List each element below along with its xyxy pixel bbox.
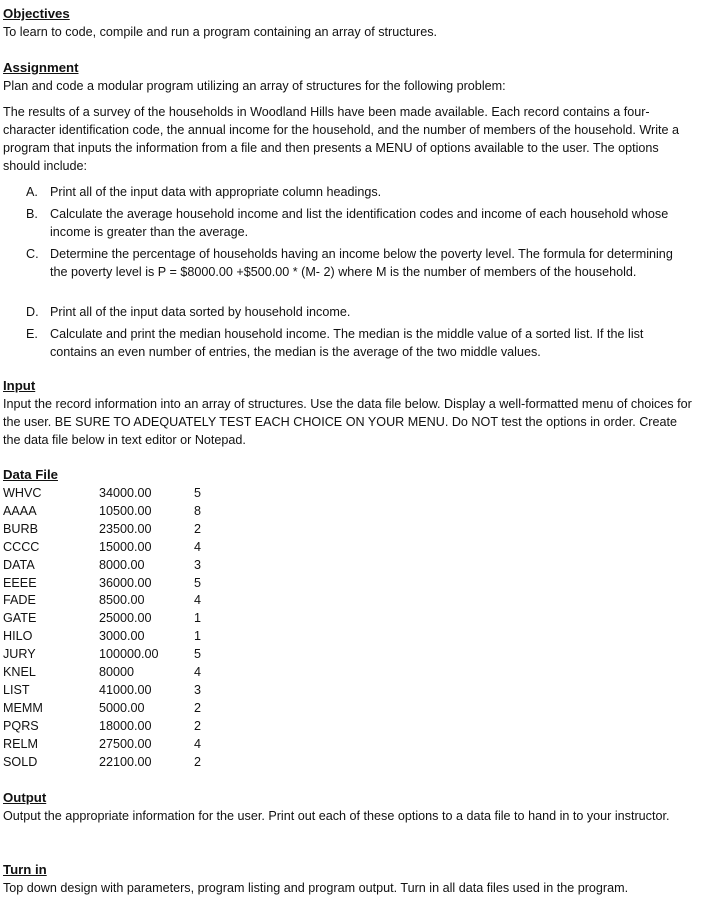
data-file-members: 5 xyxy=(194,647,202,662)
data-file-heading: Data File xyxy=(3,467,58,482)
output-text: Output the appropriate information for the user. Print out each of these options to a data file to hand in to your instructor. xyxy=(3,809,670,823)
assignment-body: The results of a survey of the households in Woodland Hills have been made available. Each record contains a four-character identification code, the annual income for the household, and the number of members of the household. Write a program that inputs the information from a file and then presents a MENU of options available to the user. The options should include: xyxy=(3,105,680,173)
data-file-income: 36000.00 xyxy=(99,575,152,590)
data-file-code: JURY xyxy=(3,647,36,662)
data-file-income: 25000.00 xyxy=(99,611,152,626)
data-file-code: AAAA xyxy=(3,503,37,518)
turn-in-text: Top down design with parameters, program listing and program output. Turn in all data files used in the program. xyxy=(3,881,629,895)
data-file-income: 15000.00 xyxy=(99,539,152,554)
data-file-code: KNEL xyxy=(3,665,36,679)
option-e xyxy=(26,325,686,361)
data-file-members: 4 xyxy=(194,736,202,751)
option-text: Print all of the input data sorted by household income. xyxy=(50,305,351,319)
data-file-members: 2 xyxy=(194,521,202,536)
data-file-members: 1 xyxy=(194,611,202,626)
data-file-code: GATE xyxy=(3,611,37,626)
data-file-members: 2 xyxy=(194,754,202,769)
turn-in-heading: Turn in xyxy=(3,862,47,877)
data-file-members: 5 xyxy=(194,575,202,590)
option-c xyxy=(26,245,686,281)
data-file-members: 1 xyxy=(194,629,202,644)
option-text: Calculate and print the median household income. The median is the middle value of a sorted list. If the list contains an even number of entries, the median is the average of the two middle values. xyxy=(50,327,644,359)
data-file-income: 27500.00 xyxy=(99,736,152,751)
option-b xyxy=(26,205,686,241)
data-file-income: 41000.00 xyxy=(99,682,152,697)
data-file-code: CCCC xyxy=(3,539,40,554)
data-file-members: 3 xyxy=(194,682,202,697)
objectives-heading: Objectives xyxy=(3,6,70,21)
data-file-code: WHVC xyxy=(3,486,42,500)
option-text: Calculate the average household income and list the identification codes and income of each household whose income is greater than the average. xyxy=(50,207,669,239)
data-file-income: 100000.00 xyxy=(99,647,159,662)
data-file-code: DATA xyxy=(3,557,35,572)
data-file-code: EEEE xyxy=(3,575,37,590)
data-file-code: HILO xyxy=(3,629,33,644)
data-file-income: 18000.00 xyxy=(99,718,152,733)
input-heading: Input xyxy=(3,378,36,393)
data-file-members: 3 xyxy=(194,557,202,572)
output-heading: Output xyxy=(3,790,47,805)
data-file-code: MEMM xyxy=(3,700,43,715)
option-letter: A. xyxy=(26,185,38,199)
option-a xyxy=(26,183,686,201)
data-file-code: PQRS xyxy=(3,718,39,733)
assignment-heading: Assignment xyxy=(3,60,79,75)
data-file-income: 80000 xyxy=(99,665,135,679)
data-file-members: 4 xyxy=(194,539,202,554)
data-file-members: 8 xyxy=(194,503,202,518)
data-file-code: LIST xyxy=(3,682,30,697)
option-letter: C. xyxy=(26,247,39,261)
option-letter: D. xyxy=(26,305,39,319)
data-file-members: 5 xyxy=(194,486,202,500)
option-text: Determine the percentage of households having an income below the poverty level. The formula for determining the poverty level is P = $8000.00 +$500.00 * (M- 2) where M is the number of members of the household. xyxy=(50,247,673,279)
option-letter: E. xyxy=(26,327,38,341)
data-file-income: 8500.00 xyxy=(99,593,145,608)
data-file-income: 23500.00 xyxy=(99,521,152,536)
data-file-code: SOLD xyxy=(3,754,38,769)
assignment-intro: Plan and code a modular program utilizing an array of structures for the following problem: xyxy=(3,79,506,93)
data-file-members: 2 xyxy=(194,700,202,715)
input-text: Input the record information into an array of structures. Use the data file below. Display a well-formatted menu of choices for the user. BE SURE TO ADEQUATELY TEST EACH CHOICE ON YOUR MENU. Do NOT test the options in order. Create the data file below in text editor or Notepad. xyxy=(3,397,692,447)
data-file-code: BURB xyxy=(3,521,38,536)
data-file-income: 8000.00 xyxy=(99,557,145,572)
data-file-members: 4 xyxy=(194,665,202,679)
option-d xyxy=(26,303,686,321)
data-file-code: RELM xyxy=(3,736,38,751)
option-letter: B. xyxy=(26,207,38,221)
data-file-income: 34000.00 xyxy=(99,486,152,500)
data-file-income: 22100.00 xyxy=(99,754,152,769)
data-file-income: 5000.00 xyxy=(99,700,145,715)
data-file-code: FADE xyxy=(3,593,36,608)
data-file-members: 2 xyxy=(194,718,202,733)
option-text: Print all of the input data with appropriate column headings. xyxy=(50,185,382,199)
data-file-members: 4 xyxy=(194,593,202,608)
objectives-text: To learn to code, compile and run a program containing an array of structures. xyxy=(3,25,438,39)
data-file-income: 3000.00 xyxy=(99,629,145,644)
data-file-income: 10500.00 xyxy=(99,503,152,518)
